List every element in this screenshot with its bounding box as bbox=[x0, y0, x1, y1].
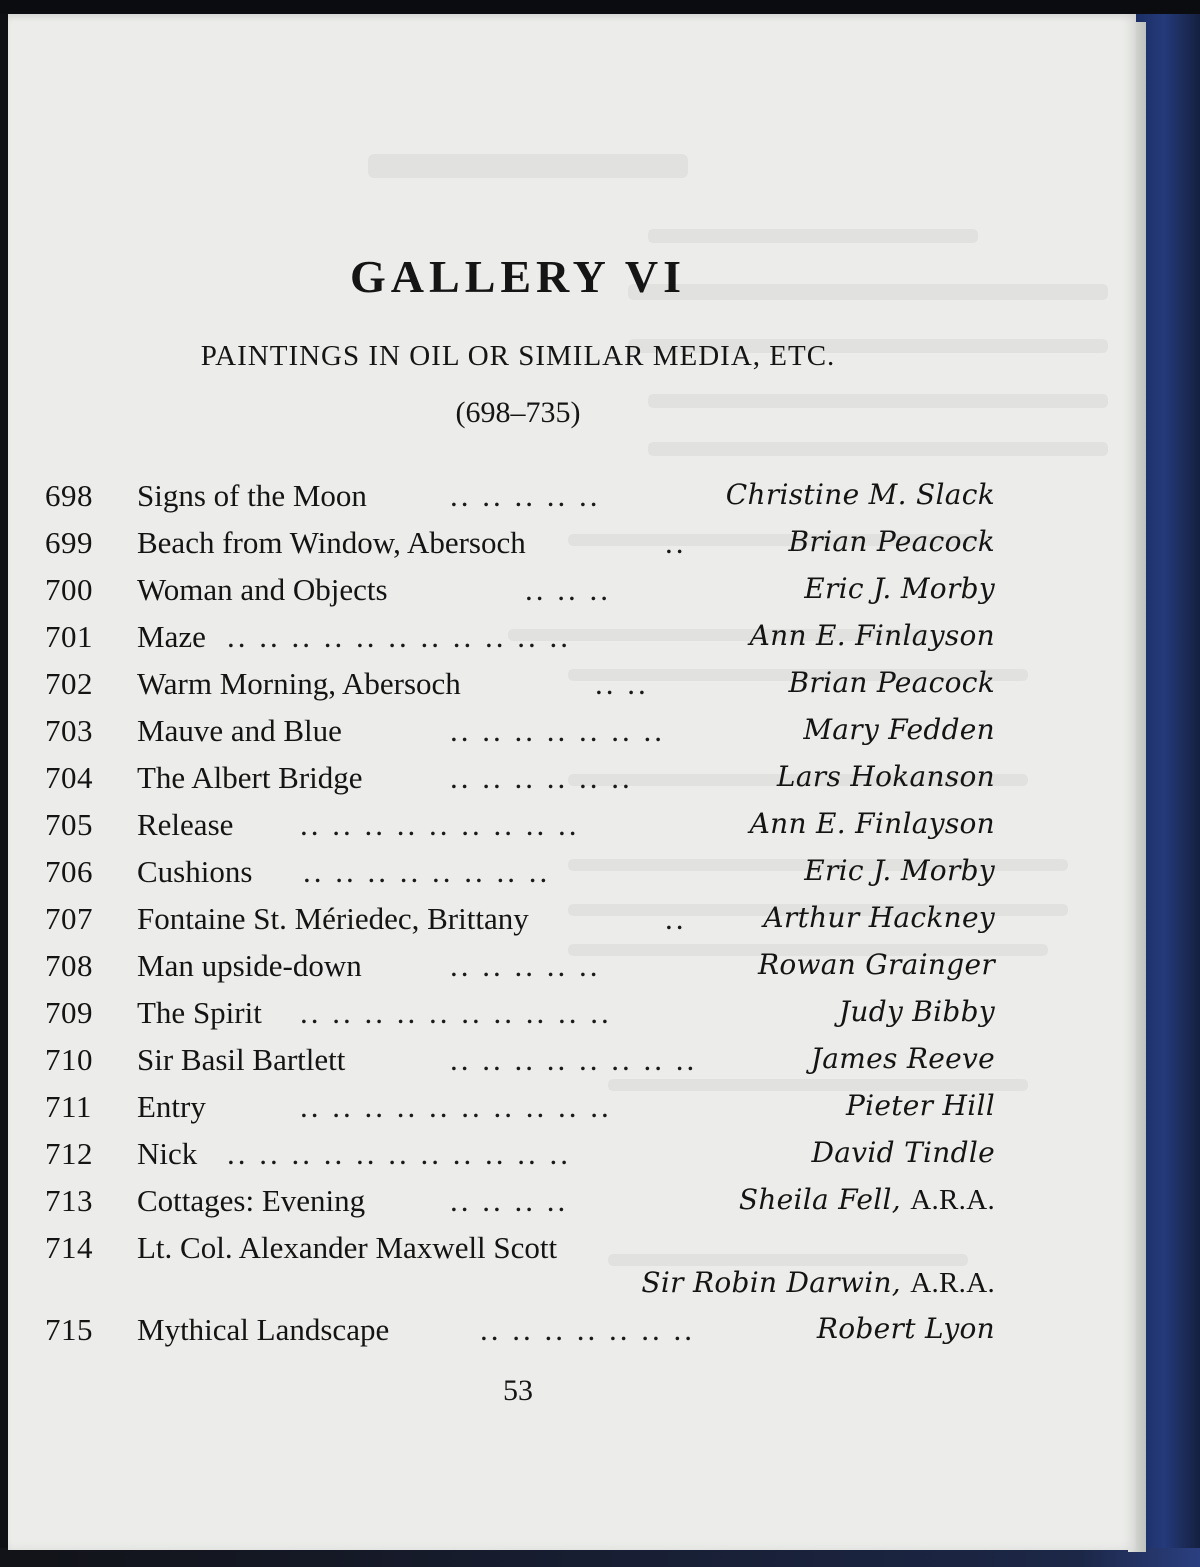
entry-number: 713 bbox=[45, 1183, 93, 1218]
catalogue-entry bbox=[45, 1230, 995, 1310]
entry-number: 704 bbox=[45, 760, 93, 795]
section-subtitle: PAINTINGS IN OIL OR SIMILAR MEDIA, ETC. bbox=[200, 340, 836, 372]
entry-artist: Judy Bibby bbox=[838, 995, 995, 1028]
dot-leader: .. .. .. .. .. bbox=[450, 478, 601, 513]
entry-number: 711 bbox=[45, 1089, 92, 1124]
catalogue-entry bbox=[45, 619, 995, 659]
catalogue-entry bbox=[45, 854, 995, 894]
entry-number: 710 bbox=[45, 1042, 93, 1077]
entry-number: 707 bbox=[45, 901, 93, 936]
dot-leader: .. .. .. .. bbox=[450, 1183, 569, 1218]
entry-artist: Brian Peacock bbox=[788, 525, 995, 558]
entry-title: Sir Basil Bartlett bbox=[137, 1042, 346, 1077]
entry-artist: James Reeve bbox=[810, 1042, 995, 1075]
entry-title: The Spirit bbox=[137, 995, 262, 1030]
catalogue-entry bbox=[45, 666, 995, 706]
dot-leader: .. .. .. .. .. .. .. .. .. .. .. bbox=[227, 619, 571, 654]
entry-title: Warm Morning, Abersoch bbox=[137, 666, 461, 701]
entry-title: Man upside-down bbox=[137, 948, 362, 983]
dot-leader: .. .. bbox=[595, 666, 649, 701]
catalogue-entry bbox=[45, 525, 995, 565]
catalogue-entry bbox=[45, 760, 995, 800]
entry-artist: Robert Lyon bbox=[816, 1312, 995, 1345]
dot-leader: .. .. .. .. .. .. bbox=[450, 760, 633, 795]
catalogue-entry bbox=[45, 713, 995, 753]
catalogue-entry bbox=[45, 478, 995, 518]
entry-artist: Lars Hokanson bbox=[776, 760, 995, 793]
catalogue-entry bbox=[45, 1183, 995, 1223]
entry-title: Mauve and Blue bbox=[137, 713, 342, 748]
catalogue-entry bbox=[45, 1042, 995, 1082]
entry-number: 703 bbox=[45, 713, 93, 748]
entry-number: 702 bbox=[45, 666, 93, 701]
dot-leader: .. bbox=[665, 525, 687, 560]
dot-leader: .. .. .. .. .. .. .. bbox=[480, 1312, 695, 1347]
entry-artist: Rowan Grainger bbox=[757, 948, 995, 981]
catalogue-entry bbox=[45, 1089, 995, 1129]
artist-qualification: A.R.A. bbox=[910, 1184, 995, 1216]
catalogue-entry bbox=[45, 1136, 995, 1176]
entry-title: Cushions bbox=[137, 854, 253, 889]
entry-title: The Albert Bridge bbox=[137, 760, 363, 795]
entry-title: Nick bbox=[137, 1136, 198, 1171]
entry-number: 706 bbox=[45, 854, 93, 889]
entry-artist: Brian Peacock bbox=[788, 666, 995, 699]
dot-leader: .. .. .. .. .. bbox=[450, 948, 601, 983]
entry-artist: Mary Fedden bbox=[803, 713, 995, 746]
catalogue-entry bbox=[45, 1312, 995, 1352]
dot-leader: .. .. .. .. .. .. .. .. bbox=[303, 854, 551, 889]
entry-artist: Pieter Hill bbox=[845, 1089, 995, 1122]
entry-number: 709 bbox=[45, 995, 93, 1030]
entry-title: Signs of the Moon bbox=[137, 478, 367, 513]
entry-number: 705 bbox=[45, 807, 93, 842]
entry-number: 714 bbox=[45, 1230, 93, 1265]
entry-artist: Eric J. Morby bbox=[804, 854, 995, 887]
entry-number: 701 bbox=[45, 619, 93, 654]
entry-title: Cottages: Evening bbox=[137, 1183, 366, 1218]
entry-artist: Eric J. Morby bbox=[804, 572, 995, 605]
page-number: 53 bbox=[503, 1374, 533, 1407]
entry-artist: Sheila Fell, A.R.A. bbox=[738, 1183, 995, 1216]
catalogue-entry bbox=[45, 995, 995, 1035]
entry-number: 700 bbox=[45, 572, 93, 607]
entry-title: Lt. Col. Alexander Maxwell Scott bbox=[137, 1230, 558, 1265]
dot-leader: .. .. .. .. .. .. .. .. .. .. .. bbox=[227, 1136, 571, 1171]
entry-number: 708 bbox=[45, 948, 93, 983]
entry-title: Maze bbox=[137, 619, 206, 654]
catalogue-entry bbox=[45, 901, 995, 941]
catalogue-range: (698–735) bbox=[455, 396, 581, 429]
entry-number: 712 bbox=[45, 1136, 93, 1171]
entry-artist: Arthur Hackney bbox=[763, 901, 995, 934]
entry-title: Beach from Window, Abersoch bbox=[137, 525, 526, 560]
cover-top-edge bbox=[0, 0, 1200, 14]
entry-title: Woman and Objects bbox=[137, 572, 388, 607]
entry-artist: Ann E. Finlayson bbox=[749, 807, 995, 840]
cover-bottom-edge bbox=[0, 1548, 1200, 1567]
entry-artist: Sir Robin Darwin, A.R.A. bbox=[641, 1266, 995, 1299]
dot-leader: .. .. .. .. .. .. .. .. .. .. bbox=[300, 995, 612, 1030]
dot-leader: .. .. .. .. .. .. .. bbox=[450, 713, 665, 748]
catalogue-entry bbox=[45, 948, 995, 988]
entry-number: 698 bbox=[45, 478, 93, 513]
catalogue-entry bbox=[45, 807, 995, 847]
entry-artist: Ann E. Finlayson bbox=[749, 619, 995, 652]
dot-leader: .. .. .. .. .. .. .. .. .. .. bbox=[300, 1089, 612, 1124]
dot-leader: .. bbox=[665, 901, 687, 936]
dot-leader: .. .. .. .. .. .. .. .. bbox=[450, 1042, 698, 1077]
entry-artist: Christine M. Slack bbox=[725, 478, 995, 511]
artist-qualification: A.R.A. bbox=[910, 1267, 995, 1299]
entry-number: 699 bbox=[45, 525, 93, 560]
entry-title: Entry bbox=[137, 1089, 206, 1124]
entry-artist: David Tindle bbox=[811, 1136, 995, 1169]
dot-leader: .. .. .. bbox=[525, 572, 611, 607]
entry-title: Fontaine St. Mériedec, Brittany bbox=[137, 901, 529, 936]
dot-leader: .. .. .. .. .. .. .. .. .. bbox=[300, 807, 580, 842]
gallery-title: GALLERY VI bbox=[350, 251, 686, 302]
entry-title: Release bbox=[137, 807, 234, 842]
entry-title: Mythical Landscape bbox=[137, 1312, 390, 1347]
catalogue-entry bbox=[45, 572, 995, 612]
entry-number: 715 bbox=[45, 1312, 93, 1347]
